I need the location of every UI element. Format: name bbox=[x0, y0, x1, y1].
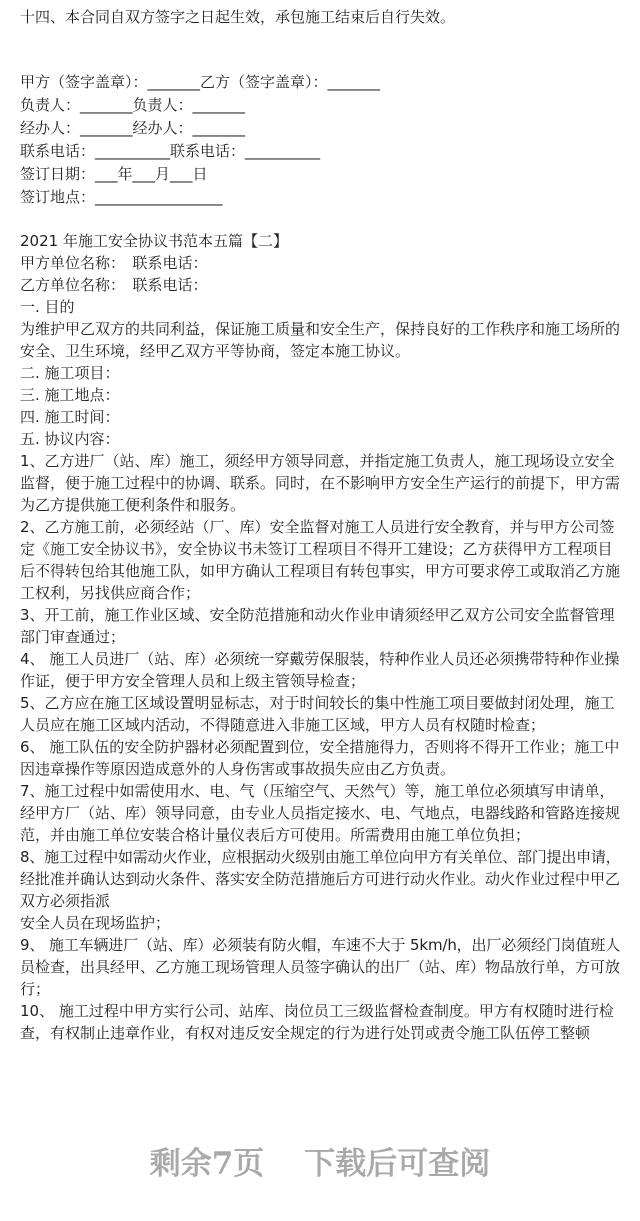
text-line: 联系电话：__________联系电话：__________ bbox=[20, 142, 321, 160]
text-line: 5、乙方应在施工区域设置明显标志，对于时间较长的集中性施工项目要做封闭处理，施工 bbox=[20, 694, 615, 712]
text-line: 工权利，另找供应商合作； bbox=[20, 584, 201, 602]
text-line: 3、开工前，施工作业区域、安全防范措施和动火作业申请须经甲乙双方公司安全监督管理 bbox=[20, 606, 615, 624]
article-two bbox=[0, 230, 621, 1044]
text-line: 签订地点：_________________ bbox=[20, 188, 223, 206]
text-line: 双方必须指派 bbox=[20, 892, 111, 910]
text-line: 10、 施工过程中甲方实行公司、站库、岗位员工三级监督检查制度。甲方有权随时进行检 bbox=[20, 1002, 614, 1020]
download-to-read-label[interactable]: 下载后可查阅 bbox=[304, 1145, 491, 1182]
text-line: 三. 施工地点： bbox=[20, 386, 120, 404]
text-line: 人员应在施工区域内活动，不得随意进入非施工区域，甲方人员有权随时检查； bbox=[20, 716, 546, 734]
text-line: 乙方单位名称： 联系电话： bbox=[20, 276, 208, 294]
text-line: 定《施工安全协议书》，安全协议书未签订工程项目不得开工建设；乙方获得甲方工程项目 bbox=[20, 540, 613, 558]
text-line: 8、施工过程中如需动火作业，应根据动火级别由施工单位向甲方有关单位、部门提出申请， bbox=[20, 848, 621, 866]
signature-block bbox=[0, 71, 605, 209]
remaining-pages-label[interactable]: 剩余7页 bbox=[149, 1145, 265, 1182]
clause-14 bbox=[0, 6, 605, 28]
text-line: 负责人：_______负责人：_______ bbox=[20, 96, 246, 114]
text-line: 员检查，出具经甲、乙方施工现场管理人员签字确认的出厂（站、库）物品放行单，方可放 bbox=[20, 958, 621, 976]
text-line: 经批准并确认达到动火条件、落实安全防范措施后方可进行动火作业。动火作业过程中甲乙 bbox=[20, 870, 621, 888]
text-line: 十四、本合同自双方签字之日起生效，承包施工结束后自行失效。 bbox=[20, 8, 456, 26]
text-line: 四. 施工时间： bbox=[20, 408, 120, 426]
text-line: 9、 施工车辆进厂（站、库）必须装有防火帽，车速不大于 5km/h，出厂必须经门岗值班人 bbox=[20, 936, 621, 954]
text-line: 查，有权制止违章作业，有权对违反安全规定的行为进行处罚或责令施工队伍停工整顿 bbox=[20, 1024, 591, 1042]
text-line: 7、施工过程中如需使用水、电、气（压缩空气、天然气）等，施工单位必须填写申请单， bbox=[20, 782, 615, 800]
text-line: 一. 目的 bbox=[20, 298, 75, 316]
text-line: 经甲方厂（站、库）领导同意，由专业人员指定接水、电、气地点，电器线路和管路连接规 bbox=[20, 804, 621, 822]
text-line: 行； bbox=[20, 980, 51, 998]
text-line: 作证，便于甲方安全管理人员和上级主管领导检查； bbox=[20, 672, 366, 690]
text-line: 因违章操作等原因造成意外的人身伤害或事故损失应由乙方负责。 bbox=[20, 760, 456, 778]
text-line: 为乙方提供施工便利条件和服务。 bbox=[20, 496, 246, 514]
text-line: 部门审查通过； bbox=[20, 628, 126, 646]
download-prompt[interactable] bbox=[0, 1130, 640, 1190]
text-line: 甲方（签字盖章）：_______乙方（签字盖章）：_______ bbox=[20, 73, 381, 91]
text-line: 范，并由施工单位安装合格计量仪表后方可使用。所需费用由施工单位负担； bbox=[20, 826, 531, 844]
text-line: 安全、卫生环境，经甲乙双方平等协商，签定本施工协议。 bbox=[20, 342, 411, 360]
text-line: 后不得转包给其他施工队，如甲方确认工程项目有转包事实，甲方可要求停工或取消乙方施 bbox=[20, 562, 621, 580]
text-line: 经办人：_______经办人：_______ bbox=[20, 119, 246, 137]
text-line: 二. 施工项目： bbox=[20, 364, 120, 382]
text-line: 监督，便于施工过程中的协调、联系。同时，在不影响甲方安全生产运行的前提下，甲方需 bbox=[20, 474, 621, 492]
text-line: 2021 年施工安全协议书范本五篇【二】 bbox=[20, 232, 288, 250]
text-line: 4、 施工人员进厂（站、库）必须统一穿戴劳保服装，特种作业人员还必须携带特种作业操 bbox=[20, 650, 620, 668]
text-line: 为维护甲乙双方的共同利益，保证施工质量和安全生产，保持良好的工作秩序和施工场所的 bbox=[20, 320, 621, 338]
text-line: 甲方单位名称： 联系电话： bbox=[20, 254, 208, 272]
text-line: 1、乙方进厂（站、库）施工，须经甲方领导同意，并指定施工负责人，施工现场设立安全 bbox=[20, 452, 615, 470]
text-line: 五. 协议内容： bbox=[20, 430, 120, 448]
text-line: 安全人员在现场监护； bbox=[20, 914, 171, 932]
text-line: 2、乙方施工前，必须经站（厂、库）安全监督对施工人员进行安全教育，并与甲方公司签 bbox=[20, 518, 615, 536]
text-line: 6、 施工队伍的安全防护器材必须配置到位，安全措施得力，否则将不得开工作业；施工中 bbox=[20, 738, 620, 756]
text-line: 签订日期：___年___月___日 bbox=[20, 165, 208, 183]
